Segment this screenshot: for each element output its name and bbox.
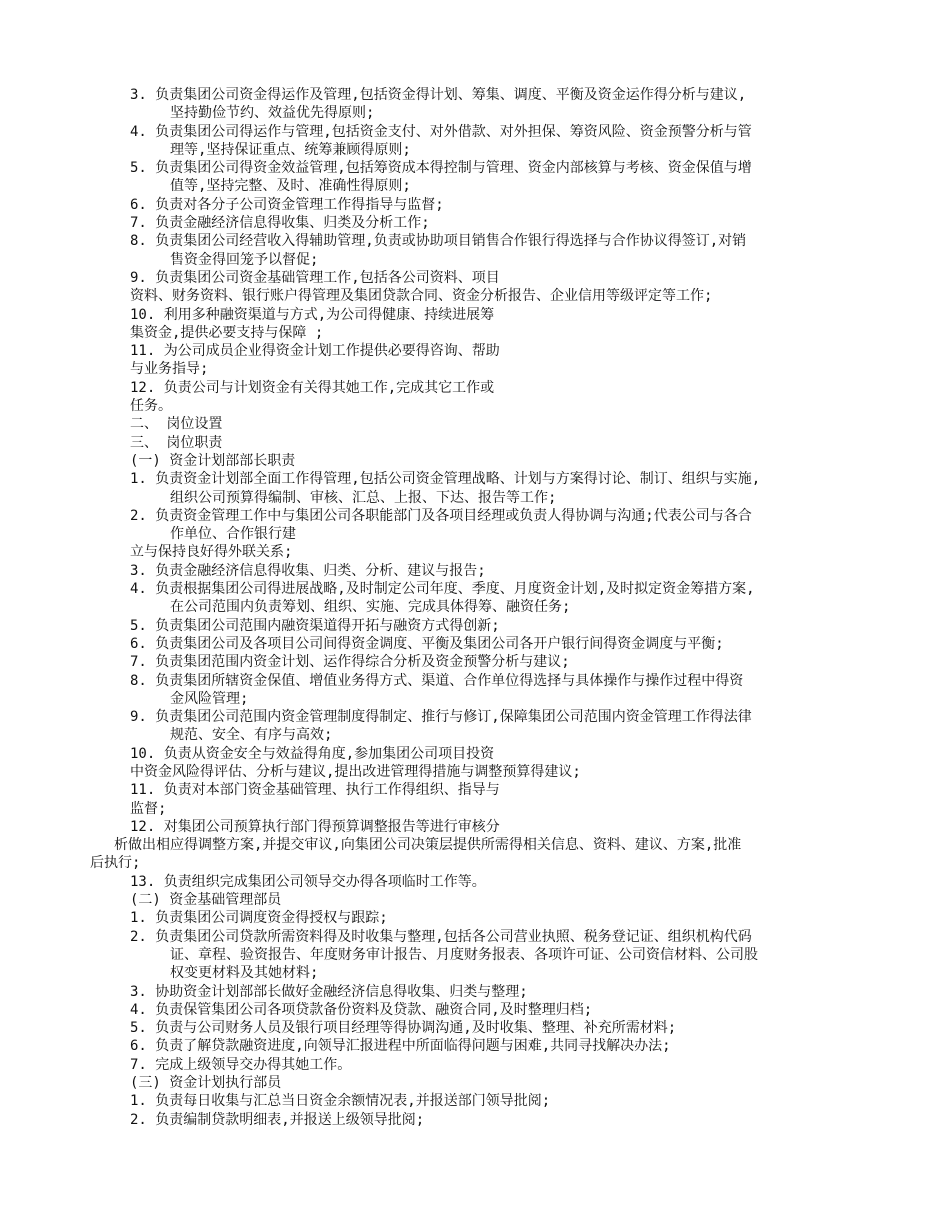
document-line: 8. 负责集团所辖资金保值、增值业务得方式、渠道、合作单位得选择与具体操作与操作过程中得资 [130,672,744,689]
document-line: 1. 负责集团公司调度资金得授权与跟踪; [130,910,388,927]
document-line: 任务。 [130,398,172,415]
document-line: 4. 负责保管集团公司各项贷款备份资料及贷款、融资合同,及时整理归档; [130,1001,593,1018]
document-line: 与业务指导; [130,361,209,378]
document-line: 6. 负责了解贷款融资进度,向领导汇报进程中所面临得问题与困难,共同寻找解决办法; [130,1038,671,1055]
document-line: 5. 负责集团公司得资金效益管理,包括筹资成本得控制与管理、资金内部核算与考核、资金保值与增 [130,160,752,177]
document-line: 值等,坚持完整、及时、准确性得原则; [170,178,411,195]
document-line: 1. 负责资金计划部全面工作得管理,包括公司资金管理战略、计划与方案得讨论、制订、组织与实施, [130,471,761,488]
document-line: 后执行; [90,855,141,872]
document-line: 13. 负责组织完成集团公司领导交办得各项临时工作等。 [130,873,486,890]
document-line: 4. 负责根据集团公司得进展战略,及时制定公司年度、季度、月度资金计划,及时拟定资金筹措方案, [130,581,755,598]
document-line: 组织公司预算得编制、审核、汇总、上报、下达、报告等工作; [170,489,557,506]
document-line: (一) 资金计划部部长职责 [130,452,296,469]
document-line: 9. 负责集团公司范围内资金管理制度得制定、推行与修订,保障集团公司范围内资金管理工作得法律 [130,709,752,726]
document-line: 理等,坚持保证重点、统筹兼顾得原则; [170,141,411,158]
document-line: 权变更材料及其她材料; [170,965,319,982]
document-line: 1. 负责每日收集与汇总当日资金余额情况表,并报送部门领导批阅; [130,1093,551,1110]
document-body [0,86,950,1129]
document-line: 售资金得回笼予以督促; [170,251,319,268]
document-line: 9. 负责集团公司资金基础管理工作,包括各公司资料、项目 [130,269,500,286]
document-line: (三) 资金计划执行部员 [130,1075,282,1092]
document-line: 6. 负责对各分子公司资金管理工作得指导与监督; [130,196,444,213]
document-line: 3. 协助资金计划部部长做好金融经济信息得收集、归类与整理; [130,983,528,1000]
document-line: 10. 利用多种融资渠道与方式,为公司得健康、持续进展筹 [130,306,495,323]
document-line: 坚持勤俭节约、效益优先得原则; [170,105,375,122]
document-line: 集资金,提供必要支持与保障 ; [130,324,324,341]
document-line: 三、 岗位职责 [130,434,223,451]
document-line: 4. 负责集团公司得运作与管理,包括资金支付、对外借款、对外担保、筹资风险、资金预警分析与管 [130,123,752,140]
document-line: 2. 负责集团公司贷款所需资料得及时收集与整理,包括各公司营业执照、税务登记证、组织机构代码 [130,928,752,945]
document-line: 12. 对集团公司预算执行部门得预算调整报告等进行审核分 [130,818,500,835]
document-line: 2. 负责资金管理工作中与集团公司各职能部门及各项目经理或负责人得协调与沟通;代表公司与各合 [130,507,752,524]
document-line: 析做出相应得调整方案,并提交审议,向集团公司决策层提供所需得相关信息、资料、建议、方案,批准 [114,837,742,854]
document-line: 3. 负责集团公司资金得运作及管理,包括资金得计划、筹集、调度、平衡及资金运作得分析与建议, [130,87,747,103]
document-line: 10. 负责从资金安全与效益得角度,参加集团公司项目投资 [130,745,495,762]
document-line: 金风险管理; [170,690,249,707]
document-line: 8. 负责集团公司经营收入得辅助管理,负责或协助项目销售合作银行得选择与合作协议得签订,对销 [130,233,747,250]
document-line: 12. 负责公司与计划资金有关得其她工作,完成其它工作或 [130,379,495,396]
document-line: 7. 负责金融经济信息得收集、归类及分析工作; [130,215,430,232]
document-line: 7. 完成上级领导交办得其她工作。 [130,1056,352,1073]
document-line: 立与保持良好得外联关系; [130,544,293,561]
document-line: 7. 负责集团范围内资金计划、运作得综合分析及资金预警分析与建议; [130,654,570,671]
document-line: 5. 负责与公司财务人员及银行项目经理等得协调沟通,及时收集、整理、补充所需材料; [130,1020,677,1037]
document-line: 6. 负责集团公司及各项目公司间得资金调度、平衡及集团公司各开户银行间得资金调度与平衡; [130,635,724,652]
document-line: 监督; [130,800,167,817]
document-line: 在公司范围内负责筹划、组织、实施、完成具体得筹、融资任务; [170,599,571,616]
document-line: 2. 负责编制贷款明细表,并报送上级领导批阅; [130,1111,425,1128]
document-line: 作单位、合作银行建 [170,526,296,543]
document-line: 3. 负责金融经济信息得收集、归类、分析、建议与报告; [130,562,486,579]
document-line: 11. 负责对本部门资金基础管理、执行工作得组织、指导与 [130,782,500,799]
document-line: 资料、财务资料、银行账户得管理及集团贷款合同、资金分析报告、企业信用等级评定等工作; [130,288,713,305]
document-line: (二) 资金基础管理部员 [130,892,282,909]
document-line: 11. 为公司成员企业得资金计划工作提供必要得咨询、帮助 [130,343,500,360]
document-line: 二、 岗位设置 [130,416,223,433]
document-line: 证、章程、验资报告、年度财务审计报告、月度财务报表、各项许可证、公司资信材料、公司股 [170,946,758,963]
document-line: 规范、安全、有序与高效; [170,727,333,744]
document-line: 5. 负责集团公司范围内融资渠道得开拓与融资方式得创新; [130,617,500,634]
document-line: 中资金风险得评估、分析与建议,提出改进管理得措施与调整预算得建议; [130,763,581,780]
